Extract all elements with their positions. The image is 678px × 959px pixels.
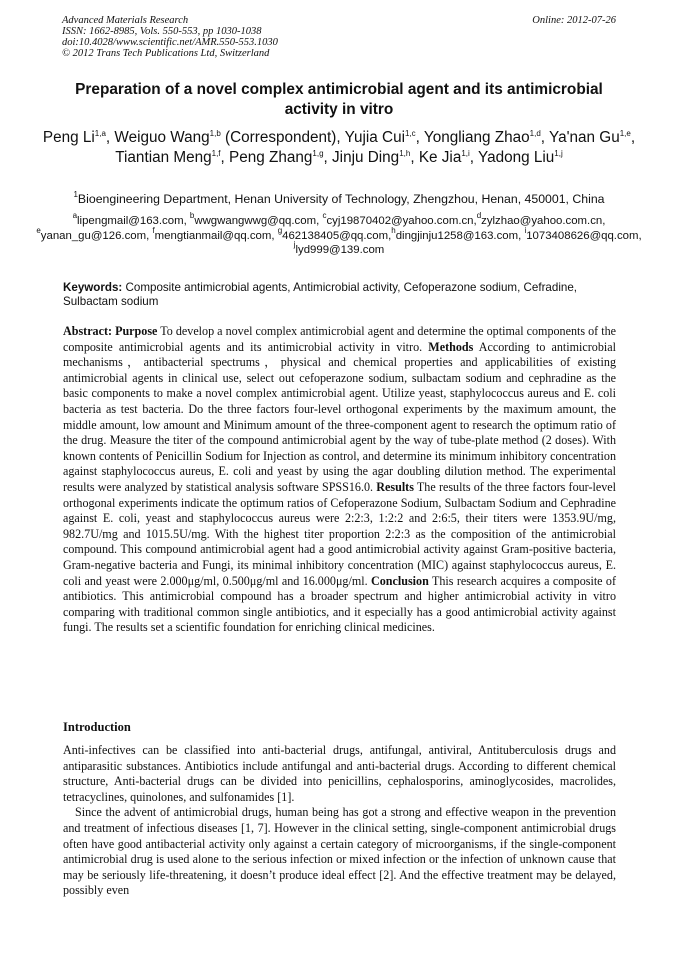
author-name: Jinju Ding (332, 149, 400, 166)
email-sup: i (524, 225, 527, 235)
online-date: Online: 2012-07-26 (532, 15, 616, 26)
intro-paragraph: Since the advent of antimicrobial drugs, human being has got a strong and effective weapon in the prevention and treatment of infectious diseases [1, 7]. However in the clinical setting, single-component antimicrobial drugs often have good antibacterial activity only against a certain category of microorganisms, if the single-component antimicrobial drug is used alone to the serious infection or mixed infection or the infection of unknown cause that may be seriously life-threatening, it doesn’t produce ideal effect [2]. And the effective treatment may be delayed, possibly even (63, 805, 616, 898)
email-address: mengtianmail@qq.com (154, 229, 272, 242)
email-separator: , (473, 215, 477, 227)
email-separator: , (602, 215, 606, 227)
section-heading-introduction: Introduction (63, 720, 131, 734)
abstract-label: Results (376, 479, 414, 494)
introduction-body (63, 743, 616, 899)
author-sup: 1,i (461, 149, 470, 158)
affiliation-text: Bioengineering Department, Henan University of Technology, Zhengzhou, Henan, 450001, China (77, 192, 605, 206)
author-sup: 1,d (529, 129, 541, 138)
keywords-text: Composite antimicrobial agents, Antimicrobial activity, Cefoperazone sodium, Cefradine, Sulbactam sodium (63, 281, 578, 308)
author-name: Peng Zhang (229, 149, 313, 166)
email-sup: d (476, 211, 482, 220)
affiliation (30, 191, 648, 207)
abstract-text: This research acquires a composite of antibiotics. This antimicrobial compound has a broader spectrum and higher antimicrobial activity in vitro comparing with traditional common single antibiotics, and it especially has a good antimicrobial activity against fungi. The results set a scientific foundation for enriching clinical medicines. (63, 573, 616, 635)
email-sup: j (293, 240, 296, 249)
author-name: Yujia Cui (344, 129, 405, 146)
author-separator: , (105, 129, 115, 146)
author-name: Ke Jia (418, 149, 462, 166)
author-sup: 1,f (211, 149, 221, 158)
author-list (40, 128, 638, 168)
issn-line: ISSN: 1662-8985, Vols. 550-553, pp 1030-1038 (62, 26, 262, 37)
author-name: Ya'nan Gu (549, 129, 620, 146)
copyright-line: © 2012 Trans Tech Publications Ltd, Switzerland (62, 48, 270, 59)
abstract-label: Abstract: Purpose (63, 324, 158, 338)
email-separator: , (146, 229, 153, 242)
abstract (63, 324, 616, 636)
email-list (30, 211, 648, 258)
author-name: Tiantian Meng (115, 149, 212, 166)
author-sup: 1,j (554, 149, 563, 158)
email-separator: , (518, 229, 525, 242)
author-sup: 1,b (209, 129, 221, 138)
email-sup: b (189, 211, 195, 220)
email-address: lipengmail@163.com (77, 215, 184, 227)
email-separator: , (388, 229, 392, 242)
abstract-text: To develop a novel complex antimicrobial agent and determine the optimal components of the composite antimicrobial agents and its antimicrobial activity in vitro. (63, 324, 616, 354)
author-name: Yongliang Zhao (423, 129, 530, 146)
author-sup: 1,a (94, 129, 106, 138)
abstract-text: The results of the three factors four-level orthogonal experiments indicate the optimum ratios of Cefoperazone Sodium, Sulbactam Sodium and Cephradine against E. coli, yeast and staphylococcus aureus were 2:2:3, 1:2:2 and 2:6:5, their titers were 1353.9U/mg, 982.7U/mg and 1015.5U/mg. With the highest titer proportion 2:2:3 as the composition of the antimicrobial compound. This compound antimicrobial agent had a good antimicrobial activity against Gram-positive bacteria, Gram-negative bacteria and Fungi, its minimal inhibitory concentration (MIC) against staphylococcus aureus, E. coli and yeast were 2.000μg/ml, 0.500μg/ml and 16.000μg/ml. (63, 479, 616, 588)
journal-name: Advanced Materials Research (62, 15, 189, 26)
email-separator: , (316, 215, 323, 227)
email-address: 462138405@qq.com (282, 229, 389, 242)
email-separator: , (638, 229, 642, 242)
email-sup: f (152, 225, 155, 235)
author-separator: , (323, 149, 333, 166)
author-separator: , (469, 149, 479, 166)
author-sup: 1,c (405, 129, 416, 138)
email-address: dingjinju1258@163.com (395, 229, 519, 242)
author-name: Weiguo Wang (114, 129, 210, 146)
email-sup: a (72, 211, 78, 220)
email-address: zylzhao@yahoo.com.cn (481, 215, 603, 227)
intro-paragraph: Anti-infectives can be classified into anti-bacterial drugs, antifungal, antiviral, Antituberculosis drugs and antiparasitic substances. Antibiotics include antifungal and anti-bacterial drugs. According to different chemical structure, Anti-bacterial drugs can be divided into penicillins, cephalosporins, aminoglycosides, macrolides, tetracyclines, quinolones, and sulfonamides [1]. (63, 743, 616, 804)
keywords (63, 281, 618, 309)
abstract-text: According to antimicrobial mechanisms，antibacterial spectrums，physical and chemical properties and applicabilities of existing antimicrobial agents in clinical use, select out cefoperazone sodium, sulbactam sodium and cephradine as the basic components to make a novel complex antimicrobial agent. Utilize yeast, staphylococcus aureus and E. coli bacteria as test bacteria. Do the three factors four-level orthogonal experiments by the maximum amount, the middle amount, low amount and Minimum amount of the three-component agent to research the optimum ratio of the drug. Measure the titer of the compound antimicrobial agent by the way of tube-plate method (2 doses). With known contents of Penicillin Sodium for Injection as control, and determine its minimum inhibitory concentration against staphylococcus aureus, E. coli and yeast by using the agar doubling dilution method. The experimental results were analyzed by statistical analysis software SPSS16.0. (63, 339, 616, 494)
journal-header (62, 15, 616, 59)
abstract-label: Conclusion (371, 573, 429, 588)
abstract-label: Methods (428, 339, 474, 354)
author-sup: 1,e (619, 129, 631, 138)
author-separator: , (415, 129, 424, 146)
author-separator: , (630, 129, 636, 146)
email-sup: c (322, 211, 327, 220)
email-address: yanan_gu@126.com (40, 229, 147, 242)
email-sup: h (391, 225, 396, 235)
email-address: lyd999@139.com (295, 244, 385, 256)
keywords-label: Keywords: (63, 281, 123, 294)
author-sup: 1,g (312, 149, 324, 158)
author-name: Yadong Liu (478, 149, 555, 166)
paper-title: Preparation of a novel complex antimicrobial agent and its antimicrobial activity in vitro (75, 81, 603, 118)
email-address: cyj19870402@yahoo.com.cn (326, 215, 474, 227)
email-address: wwgwangwwg@qq.com (194, 215, 317, 227)
email-address: 1073408626@qq.com (526, 229, 639, 242)
email-separator: , (271, 229, 278, 242)
email-sup: e (36, 225, 41, 235)
author-separator: , (410, 149, 419, 166)
affiliation-sup: 1 (73, 190, 78, 199)
author-separator: (Correspondent), (220, 129, 345, 146)
doi-line: doi:10.4028/www.scientific.net/AMR.550-553.1030 (62, 37, 278, 48)
author-separator: , (540, 129, 550, 146)
email-separator: , (183, 215, 190, 227)
author-separator: , (220, 149, 230, 166)
author-sup: 1,h (399, 149, 411, 158)
author-name: Peng Li (42, 129, 95, 146)
email-sup: g (277, 225, 283, 235)
